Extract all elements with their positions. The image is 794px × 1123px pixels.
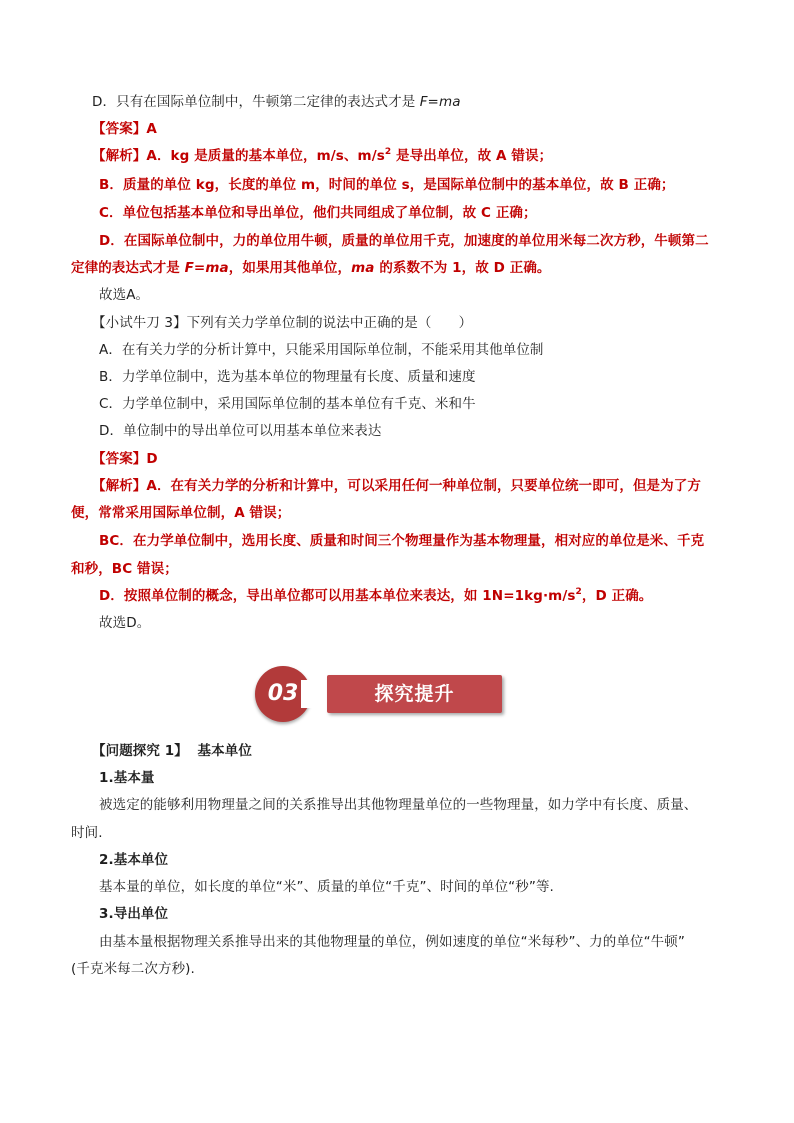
analysis-a-text: 【解析】A．kg 是质量的基本单位，m/s、m/s: [92, 148, 385, 164]
option-d-text: D．只有在国际单位制中，牛顿第二定律的表达式才是: [92, 94, 420, 110]
answer-label-1: 【答案】A: [92, 121, 157, 137]
explore-heading: [92, 741, 252, 761]
derived-unit-body-2: (千克米每二次方秒).: [71, 961, 195, 977]
section-title-pill: [327, 675, 502, 713]
analysis2-d-sup: 2: [575, 586, 582, 597]
analysis-d-mid: ，如果用其他单位，: [228, 260, 352, 276]
section-title: 探究提升: [374, 683, 455, 705]
analysis-c-line-1: C．单位包括基本单位和导出单位，他们共同组成了单位制，故 C 正确；: [99, 205, 537, 221]
analysis-d-formula: F=ma: [184, 260, 229, 276]
analysis-d-line-1b: [71, 258, 551, 278]
analysis-a-sup: 2: [384, 146, 392, 157]
option-d-line: [92, 92, 461, 112]
subheading-basic-quantity: 1.基本量: [99, 770, 155, 786]
analysis-b-line-1: B．质量的单位 kg，长度的单位 m，时间的单位 s，是国际单位制中的基本单位，故 B 正确；: [99, 177, 675, 193]
analysis2-a-line-1: 【解析】A．在有关力学的分析和计算中，可以采用任何一种单位制，只要单位统一即可，但是为了方: [92, 478, 701, 494]
option-b: B．力学单位制中，选为基本单位的物理量有长度、质量和速度: [99, 369, 476, 385]
subheading-derived-unit: 3.导出单位: [99, 906, 169, 922]
analysis2-d-post: ，D 正确。: [581, 588, 653, 604]
analysis2-bc-line-2: 和秒，BC 错误；: [71, 561, 178, 577]
analysis-d-post: 的系数不为 1，故 D 正确。: [374, 260, 551, 276]
analysis-d-pre: 定律的表达式才是: [71, 260, 185, 276]
basic-quantity-body-2: 时间.: [71, 825, 103, 841]
option-a: A．在有关力学的分析计算中，只能采用国际单位制，不能采用其他单位制: [99, 342, 544, 358]
option-c: C．力学单位制中，采用国际单位制的基本单位有千克、米和牛: [99, 396, 476, 412]
analysis-a-line-1: [92, 146, 552, 166]
question-3: 【小试牛刀 3】下列有关力学单位制的说法中正确的是（ ）: [92, 315, 473, 331]
section-number: 03: [267, 681, 299, 706]
analysis2-d-line: [99, 586, 652, 606]
analysis2-bc-line-1: BC．在力学单位制中，选用长度、质量和时间三个物理量作为基本物理量，相对应的单位是米、千克: [99, 533, 705, 549]
section-banner: [255, 666, 505, 722]
option-d-formula: F=ma: [419, 94, 461, 110]
explore-heading-title: 基本单位: [197, 743, 252, 759]
conclusion-1: 故选A。: [99, 287, 150, 303]
derived-unit-body-1: 由基本量根据物理关系推导出来的其他物理量的单位，例如速度的单位“米每秒”、力的单位“牛顿”: [99, 934, 685, 950]
answer-label-2: 【答案】D: [92, 451, 158, 467]
analysis-d-ma: ma: [351, 260, 375, 276]
basic-unit-body: 基本量的单位，如长度的单位“米”、质量的单位“千克”、时间的单位“秒”等.: [99, 879, 554, 895]
conclusion-2: 故选D。: [99, 615, 151, 631]
analysis-d-line-1a: D．在国际单位制中，力的单位用牛顿，质量的单位用千克，加速度的单位用米每二次方秒，牛顿第二: [99, 233, 709, 249]
analysis-a-post: 是导出单位，故 A 错误；: [391, 148, 553, 164]
explore-heading-label: 【问题探究 1】: [92, 743, 188, 759]
basic-quantity-body-1: 被选定的能够利用物理量之间的关系推导出其他物理量单位的一些物理量，如力学中有长度、质量、: [99, 797, 698, 813]
subheading-basic-unit: 2.基本单位: [99, 852, 169, 868]
analysis2-d-text: D．按照单位制的概念，导出单位都可以用基本单位来表达，如 1N=1kg·m/s: [99, 588, 576, 604]
option-d: D．单位制中的导出单位可以用基本单位来表达: [99, 423, 382, 439]
analysis2-a-line-2: 便，常常采用国际单位制，A 错误；: [71, 505, 291, 521]
